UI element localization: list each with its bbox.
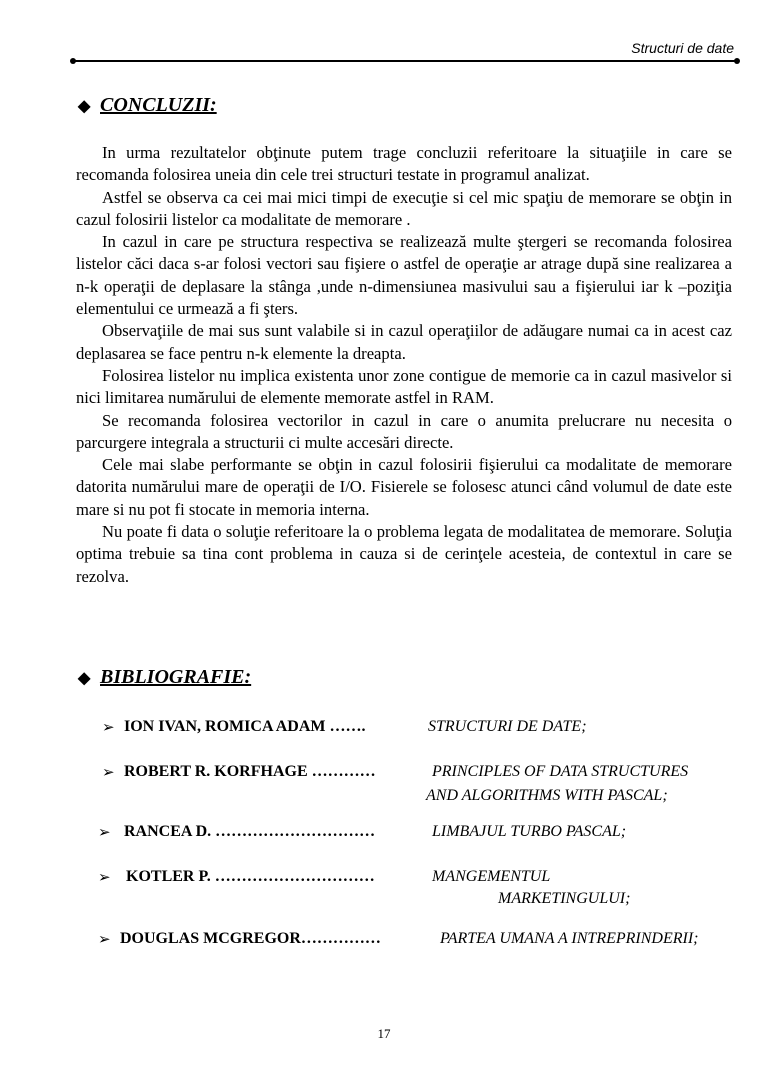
bib-title: STRUCTURI DE DATE; — [428, 718, 587, 735]
paragraph: Astfel se observa ca cei mai mici timpi de execuţie si cel mic spaţiu de memorare se obţin in cazul folosirii listelor ca modalitate de memorare . — [76, 187, 732, 229]
bib-title: PRINCIPLES OF DATA STRUCTURES — [432, 763, 689, 780]
arrowhead-icon: ➢ — [98, 932, 111, 948]
page-number: 17 — [377, 1026, 391, 1041]
conclusions-title: CONCLUZII: — [100, 94, 217, 116]
bib-title-continued: MARKETINGULUI; — [498, 890, 631, 907]
bib-title: PARTEA UMANA A INTREPRINDERII; — [440, 930, 699, 947]
paragraph: In cazul in care pe structura respectiva se realizează multe ştergeri se recomanda folosirea listelor căci daca s-ar folosi vectori sau fişiere o astfel de operaţie ar atrage după sine realizarea a n-k operaţii de deplasare la stânga ,unde n-dimensiunea masivului sau a fişierului iar k –poziţia elementului ce urmează a fi şters. — [76, 232, 732, 319]
paragraph: Observaţiile de mai sus sunt valabile si in cazul operaţiilor de adăugare numai ca in acest caz deplasarea se face pentru n-k elemente la dreapta. — [76, 321, 732, 363]
conclusions-body — [76, 142, 732, 588]
bib-author: ION IVAN, ROMICA ADAM ……. — [124, 718, 366, 735]
paragraph: Cele mai slabe performante se obţin in cazul folosirii fişierului ca modalitate de memorare datorita numărului mare de operaţii de I/O. Fisierele se folosesc atunci când volumul de date este mare si nu pot fi stocate in memoria interna. — [76, 455, 732, 519]
bibliography-title: BIBLIOGRAFIE: — [100, 666, 252, 688]
paragraph: In urma rezultatelor obţinute putem trage concluzii referitoare la situaţiile in care se recomanda folosirea uneia din cele trei structuri testate in programul analizat. — [76, 143, 732, 185]
arrowhead-icon: ➢ — [102, 765, 115, 781]
paragraph: Folosirea listelor nu implica existenta unor zone contigue de memorie ca in cazul masivelor si nici limitarea numărului de elemente memorate astfel in RAM. — [76, 365, 732, 408]
bib-title: LIMBAJUL TURBO PASCAL; — [432, 823, 627, 840]
paragraph: Nu poate fi data o soluţie referitoare la o problema legata de modalitatea de memorare. Soluţia optima trebuie sa tina cont problema in cauza si de cerinţele acesteia, de contextul in care se rezolva. — [76, 522, 732, 586]
bib-author: ROBERT R. KORFHAGE ………… — [124, 763, 376, 780]
bibliography-heading — [78, 666, 251, 689]
arrowhead-icon: ➢ — [98, 870, 111, 886]
diamond-icon: ◆ — [78, 670, 91, 687]
bib-title-continued: AND ALGORITHMS WITH PASCAL; — [426, 787, 668, 804]
arrowhead-icon: ➢ — [98, 825, 111, 841]
bib-title: MANGEMENTUL — [432, 868, 551, 885]
diamond-icon: ◆ — [78, 98, 91, 115]
running-header: Structuri de date — [631, 40, 734, 56]
conclusions-heading — [78, 94, 217, 117]
bib-author: DOUGLAS MCGREGOR…………… — [120, 930, 381, 947]
paragraph: Se recomanda folosirea vectorilor in cazul in care o anumita prelucrare nu necesita o parcurgere integrala a structurii ci multe accesări directe. — [76, 410, 732, 452]
header-rule — [74, 60, 736, 62]
bib-author: RANCEA D. ………………………… — [124, 823, 376, 840]
bib-author: KOTLER P. ………………………… — [126, 868, 375, 885]
arrowhead-icon: ➢ — [102, 720, 115, 736]
